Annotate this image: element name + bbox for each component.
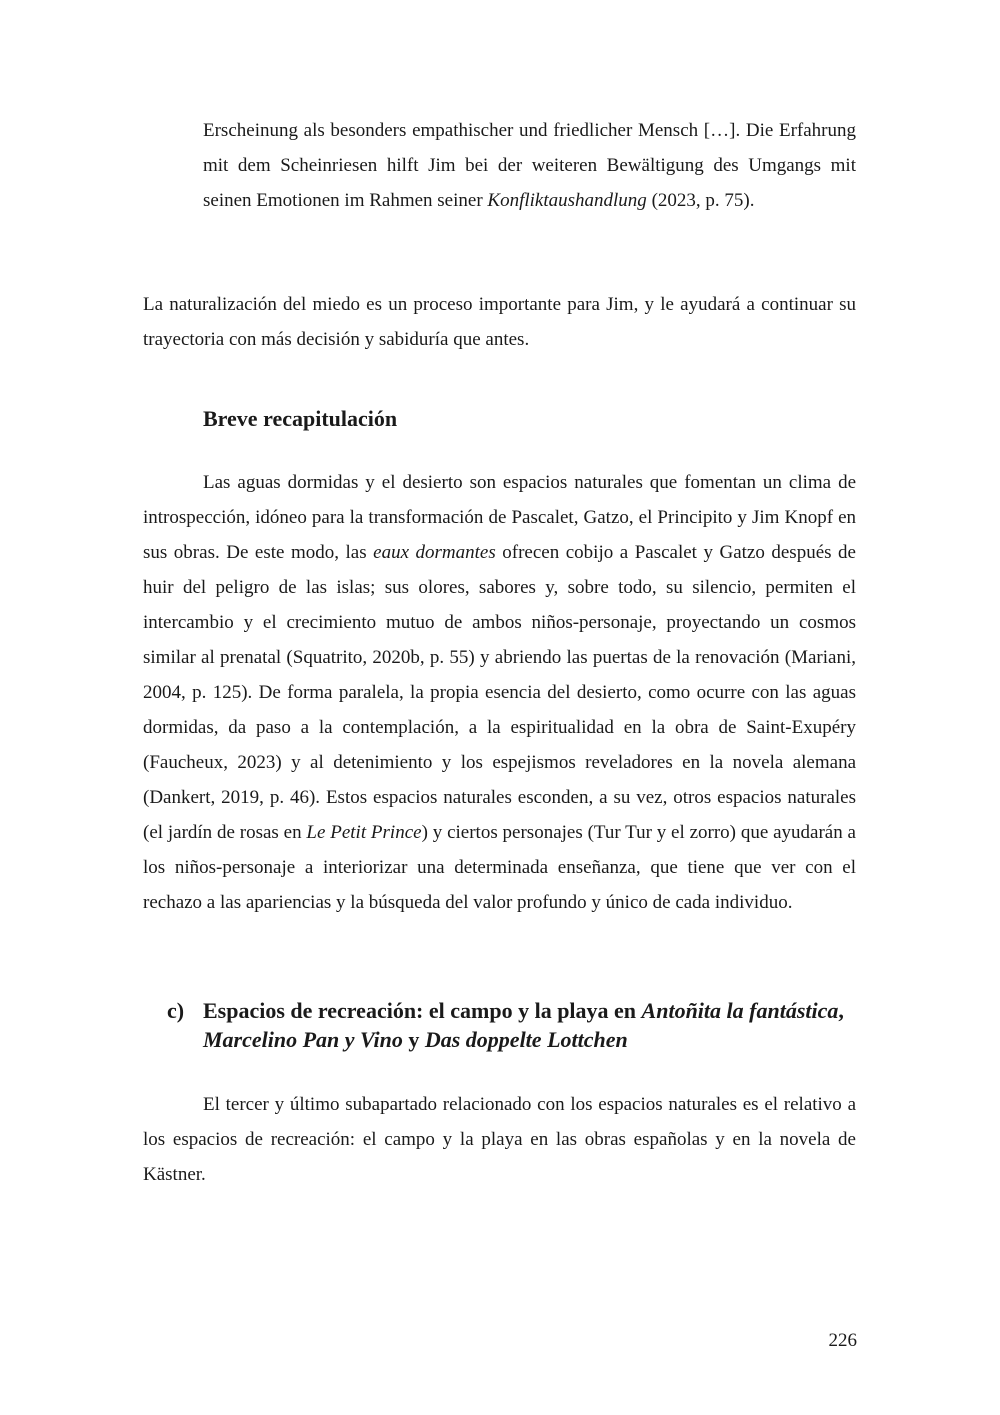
heading-text: y: [402, 1027, 425, 1052]
paragraph: [143, 465, 856, 920]
quote-italic-term: Konfliktaushandlung: [487, 190, 647, 211]
page-number: 226: [828, 1330, 857, 1351]
heading-italic-title: Das doppelte Lottchen: [424, 1027, 628, 1052]
paragraph-text: La naturalización del miedo es un proceso importante para Jim, y le ayudará a continuar su trayectoria con más decisión y sabiduría que antes.: [143, 294, 856, 350]
italic-title: Le Petit Prince: [306, 822, 422, 843]
subsection-heading: [167, 996, 867, 1054]
paragraph-text: ) y ciertos personajes (Tur Tur y el zorro) que ayudarán a los niños-personaje a interiorizar una determinada enseñanza, que tiene que ver con el rechazo a las apariencias y la búsqueda del valor profundo y único de cada individuo.: [143, 822, 856, 913]
heading-italic-title: Antoñita la fantástica: [641, 998, 839, 1023]
paragraph: [143, 1087, 856, 1192]
quote-citation: (2023, p. 75).: [646, 190, 755, 211]
paragraph-text: Las aguas dormidas y el desierto son espacios naturales que fomentan un clima de introspección, idóneo para la transformación de Pascalet, Gatzo, el Principito y Jim Knopf en sus obras. De este modo, las: [143, 472, 856, 563]
subsection-title: [203, 996, 867, 1054]
block-quote: [203, 113, 856, 218]
paragraph-text: El tercer y último subapartado relacionado con los espacios naturales es el relativo a los espacios de recreación: el campo y la playa en las obras españolas y en la novela de Kästner.: [143, 1094, 856, 1185]
heading-text: Espacios de recreación: el campo y la playa en: [203, 998, 642, 1023]
subsection-label: c): [167, 998, 185, 1023]
italic-term: eaux dormantes: [373, 542, 496, 563]
section-heading: Breve recapitulación: [203, 406, 398, 431]
paragraph: [143, 287, 856, 357]
heading-text: ,: [838, 998, 844, 1023]
heading-italic-title: Marcelino Pan y Vino: [203, 1027, 403, 1052]
quote-text: Erscheinung als besonders empathischer und friedlicher Mensch […]. Die Erfahrung mit dem Scheinriesen hilft Jim bei der weiteren Bewältigung des Umgangs mit seinen Emotionen im Rahmen seiner: [203, 120, 856, 211]
paragraph-text: ofrecen cobijo a Pascalet y Gatzo después de huir del peligro de las islas; sus olores, sabores y, sobre todo, su silencio, permiten el intercambio y el crecimiento mutuo de ambos niños-personaje, proyectando un cosmos similar al prenatal (Squatrito, 2020b, p. 55) y abriendo las puertas de la renovación (Mariani, 2004, p. 125). De forma paralela, la propia esencia del desierto, como ocurre con las aguas dormidas, da paso a la contemplación, a la espiritualidad en la obra de Saint-Exupéry (Faucheux, 2023) y al detenimiento y los espejismos reveladores en la novela alemana (Dankert, 2019, p. 46). Estos espacios naturales esconden, a su vez, otros espacios naturales (el jardín de rosas en: [143, 542, 856, 843]
